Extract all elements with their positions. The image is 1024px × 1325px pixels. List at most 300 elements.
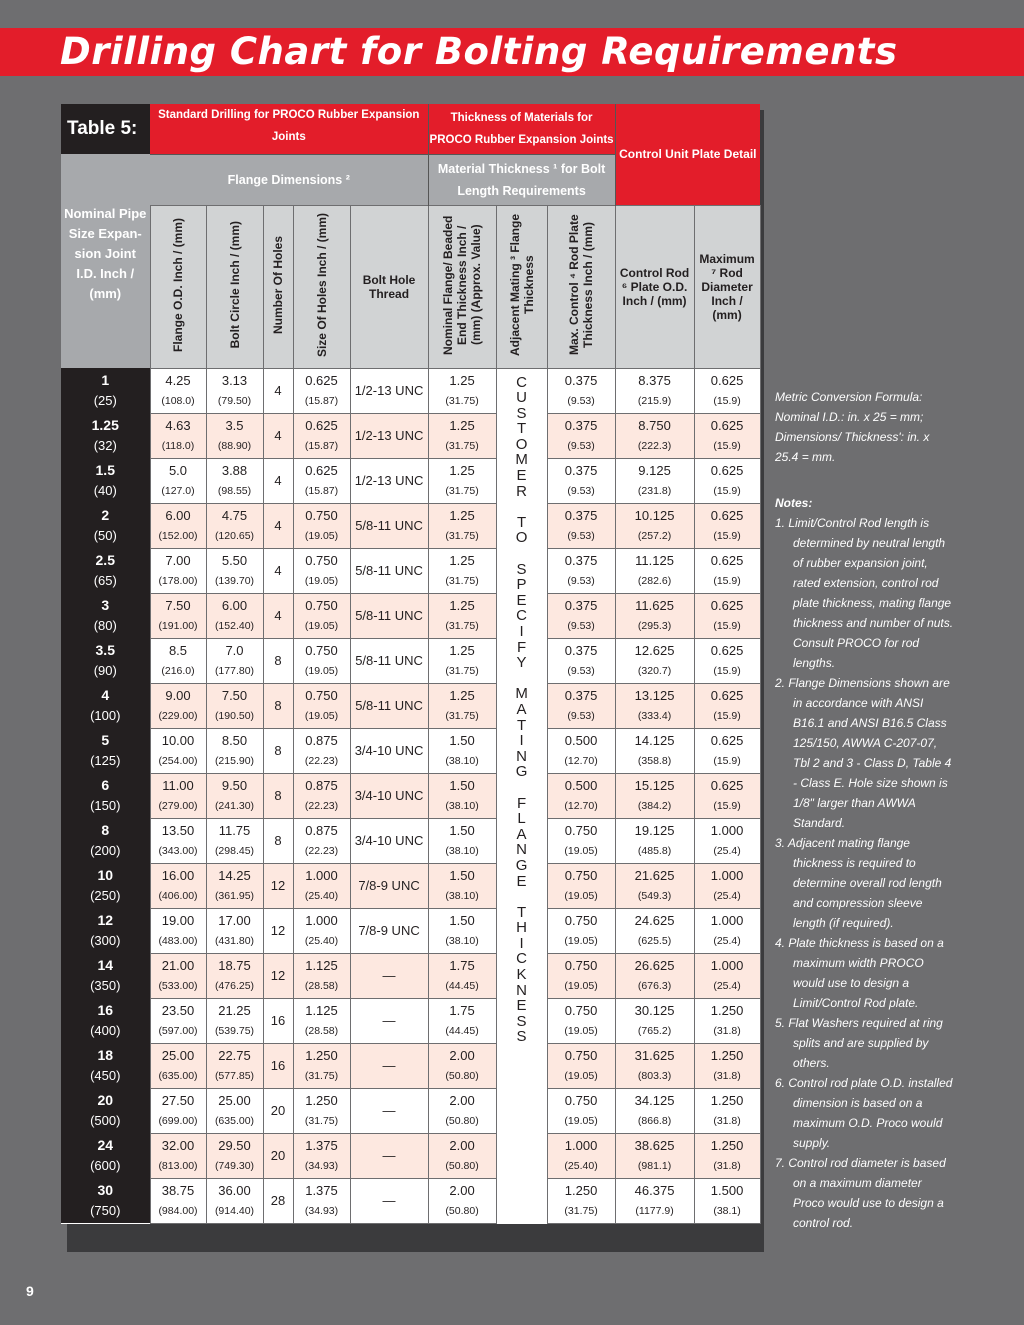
nps-mm: (600) <box>90 1158 121 1173</box>
cell-holes <box>263 368 293 413</box>
value-mm: (22.23) <box>304 844 339 857</box>
cell-mc <box>547 413 615 458</box>
value-inch: 14.25 <box>218 867 251 883</box>
value-inch: 2.00 <box>449 1092 475 1108</box>
nps-cell <box>61 1133 150 1178</box>
value-inch: 6.00 <box>165 507 191 523</box>
value-mm: (15.9) <box>713 574 741 587</box>
value-mm: (635.00) <box>214 1114 255 1127</box>
value: 16 <box>270 1058 286 1073</box>
value-mm: (15.9) <box>713 619 741 632</box>
value-inch: 0.750 <box>305 552 338 568</box>
value-mm: (699.00) <box>158 1114 198 1127</box>
value: 20 <box>270 1148 286 1163</box>
cell-od <box>150 1133 206 1178</box>
cell-pod <box>615 548 694 593</box>
value-mm: (298.45) <box>214 844 255 857</box>
col-hole-size <box>293 205 350 368</box>
value-mm: (31.75) <box>445 619 479 632</box>
cell-nf <box>428 368 496 413</box>
cell-pod <box>615 908 694 953</box>
value-inch: 0.375 <box>564 372 598 388</box>
cell-rd <box>694 368 760 413</box>
cell-holes <box>263 728 293 773</box>
cell-nf <box>428 1133 496 1178</box>
value-inch: 16.00 <box>161 867 195 883</box>
value-inch: 23.50 <box>161 1002 195 1018</box>
note-item: 3. Adjacent mating flange thickness is required to determine overall rod length and compression sleeve length (if required). <box>775 836 942 930</box>
nps-cell <box>61 638 150 683</box>
cell-bc <box>206 683 263 728</box>
value-inch: 0.625 <box>710 777 744 793</box>
cell-thread <box>350 458 428 503</box>
value-mm: (15.9) <box>713 799 741 812</box>
value: 12 <box>270 968 286 983</box>
cell-pod <box>615 863 694 908</box>
cell-rd <box>694 1178 760 1223</box>
value-inch: 0.375 <box>564 552 598 568</box>
customer-letter: N <box>516 841 527 859</box>
value-mm: (19.05) <box>564 1024 598 1037</box>
value-inch: 0.375 <box>564 642 598 658</box>
value-inch: 7.50 <box>165 597 191 613</box>
customer-letter: C <box>516 373 527 391</box>
cell-od <box>150 998 206 1043</box>
nps-mm: (50) <box>93 528 117 543</box>
cell-mc <box>547 1133 615 1178</box>
cell-rd <box>694 683 760 728</box>
nps-value: 12 <box>97 912 114 928</box>
cell-bc <box>206 1178 263 1223</box>
cell-hs <box>293 413 350 458</box>
customer-letter: T <box>516 716 527 734</box>
value-inch: 13.50 <box>161 822 195 838</box>
cell-rd <box>694 1043 760 1088</box>
cell-hs <box>293 1043 350 1088</box>
value-inch: 8.375 <box>638 372 671 388</box>
nps-mm: (350) <box>90 978 121 993</box>
cell-holes <box>263 953 293 998</box>
cell-rd <box>694 638 760 683</box>
value-mm: (44.45) <box>445 1024 479 1037</box>
cell-rd <box>694 458 760 503</box>
notes-panel <box>775 387 955 1233</box>
cell-od <box>150 548 206 593</box>
value-mm: (635.00) <box>158 1069 198 1082</box>
cell-thread <box>350 503 428 548</box>
value-inch: 0.375 <box>564 417 598 433</box>
value-inch: 27.50 <box>161 1092 195 1108</box>
cell-bc <box>206 908 263 953</box>
nps-value: 1 <box>101 372 110 388</box>
value-mm: (25.40) <box>304 934 339 947</box>
value-mm: (31.75) <box>445 529 479 542</box>
cell-pod <box>615 1088 694 1133</box>
value-mm: (38.1) <box>713 1204 741 1217</box>
cell-nf <box>428 908 496 953</box>
cell-mc <box>547 818 615 863</box>
cell-bc <box>206 818 263 863</box>
value-inch: 1.250 <box>710 1092 744 1108</box>
cell-holes <box>263 1088 293 1133</box>
title-bar <box>0 28 1024 76</box>
cell-nf <box>428 818 496 863</box>
value: 5/8-11 UNC <box>355 563 423 578</box>
value-mm: (9.53) <box>567 529 595 542</box>
nps-cell <box>61 908 150 953</box>
cell-pod <box>615 368 694 413</box>
value-inch: 0.750 <box>305 597 338 613</box>
cell-pod <box>615 953 694 998</box>
value-mm: (981.1) <box>637 1159 672 1172</box>
table-row <box>61 863 760 908</box>
value-inch: 18.75 <box>218 957 251 973</box>
value-mm: (15.9) <box>713 394 741 407</box>
value: 4 <box>274 428 282 443</box>
value-mm: (31.75) <box>445 574 479 587</box>
value-mm: (31.75) <box>445 484 479 497</box>
nps-cell <box>61 593 150 638</box>
cell-hs <box>293 998 350 1043</box>
cell-hs <box>293 683 350 728</box>
cell-thread <box>350 728 428 773</box>
cell-holes <box>263 593 293 638</box>
cell-od <box>150 908 206 953</box>
cell-holes <box>263 503 293 548</box>
value-mm: (19.05) <box>304 619 339 632</box>
customer-to-specify-cell <box>496 368 547 1223</box>
nps-cell <box>61 1178 150 1223</box>
col-plate-od-label: Control Rod ⁶ Plate O.D. Inch / (mm) <box>619 265 690 308</box>
cell-od <box>150 413 206 458</box>
customer-letter: L <box>517 810 526 828</box>
table-row <box>61 953 760 998</box>
value-inch: 1.25 <box>449 552 475 568</box>
cell-mc <box>547 1088 615 1133</box>
value-inch: 0.750 <box>305 642 338 658</box>
cell-holes <box>263 818 293 863</box>
cell-hs <box>293 1178 350 1223</box>
cell-pod <box>615 998 694 1043</box>
value-inch: 5.50 <box>221 552 248 568</box>
value-inch: 0.875 <box>305 822 338 838</box>
value-inch: 1.125 <box>305 957 338 973</box>
cell-thread <box>350 998 428 1043</box>
cell-thread <box>350 908 428 953</box>
customer-letter: I <box>519 623 524 640</box>
value-mm: (15.9) <box>713 529 741 542</box>
value-mm: (25.40) <box>304 889 339 902</box>
cell-hs <box>293 1088 350 1133</box>
col-flange-od-label: Flange O.D. Inch / (mm) <box>171 217 185 352</box>
value-inch: 1.000 <box>710 957 744 973</box>
value: 8 <box>274 788 282 803</box>
cell-nf <box>428 998 496 1043</box>
customer-letter: P <box>516 576 527 594</box>
customer-letter: T <box>516 420 527 438</box>
value: 8 <box>274 743 282 758</box>
table-row <box>61 728 760 773</box>
value-inch: 0.750 <box>564 1092 598 1108</box>
customer-letter: G <box>515 856 528 874</box>
value-inch: 0.375 <box>564 687 598 703</box>
value: — <box>382 1148 396 1163</box>
cell-nf <box>428 728 496 773</box>
value-inch: 14.125 <box>634 732 675 748</box>
value-inch: 1.500 <box>710 1182 744 1198</box>
cell-bc <box>206 863 263 908</box>
cell-thread <box>350 1043 428 1088</box>
value-inch: 1.000 <box>564 1137 598 1153</box>
cell-mc <box>547 368 615 413</box>
value-mm: (19.05) <box>304 664 339 677</box>
value-mm: (15.9) <box>713 754 741 767</box>
cell-mc <box>547 863 615 908</box>
nps-mm: (125) <box>90 753 121 768</box>
value-inch: 1.75 <box>449 1002 475 1018</box>
cell-od <box>150 863 206 908</box>
page-title: Drilling Chart for Bolting Requirements <box>60 30 898 73</box>
value-inch: 25.00 <box>161 1047 195 1063</box>
value-inch: 0.625 <box>710 462 744 478</box>
col-nominal-flange <box>428 205 496 368</box>
nps-mm: (450) <box>90 1068 121 1083</box>
value: 16 <box>270 1013 286 1028</box>
value-inch: 46.375 <box>634 1182 675 1198</box>
value-inch: 0.625 <box>710 372 744 388</box>
customer-letter: Y <box>516 654 527 672</box>
nps-mm: (90) <box>93 663 117 678</box>
col-adjacent-label: Adjacent Mating ³ Flange Thickness <box>507 214 536 357</box>
cell-nf <box>428 953 496 998</box>
value-mm: (15.87) <box>304 484 339 497</box>
value-inch: 5.0 <box>168 462 188 478</box>
cell-od <box>150 773 206 818</box>
customer-letter: T <box>516 903 527 921</box>
cell-thread <box>350 413 428 458</box>
value-mm: (34.93) <box>304 1204 339 1217</box>
cell-bc <box>206 773 263 818</box>
col-holes <box>263 205 293 368</box>
cell-rd <box>694 413 760 458</box>
table-row <box>61 1133 760 1178</box>
cell-rd <box>694 548 760 593</box>
value-mm: (190.50) <box>214 709 255 722</box>
value-inch: 1.375 <box>305 1137 338 1153</box>
value-inch: 9.125 <box>638 462 671 478</box>
nps-value: 14 <box>97 957 114 973</box>
table-row <box>61 1088 760 1133</box>
value: 3/4-10 UNC <box>354 833 424 848</box>
value-inch: 1.250 <box>305 1047 338 1063</box>
table-row <box>61 368 760 413</box>
value-mm: (231.8) <box>637 484 672 497</box>
cell-thread <box>350 1133 428 1178</box>
cell-hs <box>293 593 350 638</box>
col-hole-size-label: Size Of Holes Inch / (mm) <box>314 212 329 358</box>
value-inch: 10.00 <box>161 732 195 748</box>
value-mm: (22.23) <box>304 799 339 812</box>
cell-od <box>150 638 206 683</box>
nps-cell <box>61 683 150 728</box>
nps-mm: (750) <box>90 1203 121 1218</box>
cell-bc <box>206 728 263 773</box>
cell-holes <box>263 458 293 503</box>
value: 4 <box>274 473 282 488</box>
customer-letter: A <box>516 825 527 843</box>
value-inch: 29.50 <box>218 1137 251 1153</box>
cell-mc <box>547 998 615 1043</box>
col-adjacent <box>496 205 547 368</box>
value-inch: 1.25 <box>449 417 475 433</box>
value: 1/2-13 UNC <box>354 473 424 488</box>
value-mm: (533.00) <box>158 979 198 992</box>
value-inch: 17.00 <box>218 912 251 928</box>
value-mm: (597.00) <box>158 1024 198 1037</box>
nps-cell <box>61 773 150 818</box>
col-bolt-circle <box>206 205 263 368</box>
value-mm: (1177.9) <box>635 1204 674 1217</box>
value-mm: (25.40) <box>564 1159 598 1172</box>
customer-letter: S <box>516 404 527 422</box>
value-mm: (9.53) <box>567 484 595 497</box>
cell-holes <box>263 683 293 728</box>
cell-nf <box>428 638 496 683</box>
nps-mm: (500) <box>90 1113 121 1128</box>
cell-hs <box>293 818 350 863</box>
value-mm: (295.3) <box>637 619 672 632</box>
cell-nf <box>428 1178 496 1223</box>
value-inch: 26.625 <box>634 957 675 973</box>
value-mm: (127.0) <box>161 484 195 497</box>
value-inch: 1.250 <box>564 1182 598 1198</box>
value-inch: 0.750 <box>564 1002 598 1018</box>
standard-drilling-header: Standard Drilling for PROCO Rubber Expansion Joints <box>150 104 428 154</box>
value-inch: 11.625 <box>635 597 674 613</box>
cell-od <box>150 1088 206 1133</box>
nps-header <box>61 154 150 368</box>
value-mm: (19.05) <box>304 574 339 587</box>
cell-rd <box>694 908 760 953</box>
value-inch: 0.625 <box>710 597 744 613</box>
cell-od <box>150 1178 206 1223</box>
value: 4 <box>274 563 282 578</box>
cell-holes <box>263 548 293 593</box>
customer-letter: T <box>516 513 527 531</box>
cell-bc <box>206 1133 263 1178</box>
value-mm: (31.75) <box>304 1069 339 1082</box>
col-flange-od <box>150 205 206 368</box>
value-inch: 0.750 <box>564 1047 598 1063</box>
nps-value: 20 <box>97 1092 114 1108</box>
value-mm: (914.40) <box>214 1204 255 1217</box>
value-inch: 1.50 <box>449 777 475 793</box>
nps-cell <box>61 998 150 1043</box>
cell-hs <box>293 458 350 503</box>
value-inch: 11.125 <box>635 552 674 568</box>
value-mm: (34.93) <box>304 1159 339 1172</box>
control-unit-header: Control Unit Plate Detail <box>615 104 760 205</box>
value-inch: 0.625 <box>710 552 744 568</box>
value: 1/2-13 UNC <box>354 428 424 443</box>
nps-cell <box>61 458 150 503</box>
value-mm: (25.4) <box>713 979 741 992</box>
value-mm: (358.8) <box>637 754 672 767</box>
drilling-table-container <box>61 104 760 1224</box>
value-inch: 1.25 <box>449 642 475 658</box>
value: 20 <box>270 1103 286 1118</box>
value-mm: (625.5) <box>637 934 672 947</box>
value-mm: (15.87) <box>304 439 339 452</box>
value-inch: 1.50 <box>449 822 475 838</box>
nps-cell <box>61 728 150 773</box>
note-item: 2. Flange Dimensions shown are in accordance with ANSI B16.1 and ANSI B16.5 Class 125/150, AWWA C-207-07, Tbl 2 and 3 - Class D, Table 4 - Class E. Hole size shown is 1/8" larger than AWWA Standard. <box>775 676 952 830</box>
value-inch: 13.125 <box>634 687 675 703</box>
nps-value: 1.5 <box>95 462 115 478</box>
value-inch: 0.750 <box>564 912 598 928</box>
cell-pod <box>615 1178 694 1223</box>
nps-cell <box>61 1088 150 1133</box>
cell-holes <box>263 413 293 458</box>
value-inch: 2.00 <box>449 1137 475 1153</box>
cell-holes <box>263 1043 293 1088</box>
value: — <box>382 1103 396 1118</box>
nps-cell <box>61 503 150 548</box>
cell-bc <box>206 1088 263 1133</box>
value-inch: 25.00 <box>218 1092 251 1108</box>
cell-mc <box>547 1043 615 1088</box>
cell-holes <box>263 1178 293 1223</box>
value-inch: 19.125 <box>634 822 675 838</box>
value: 8 <box>274 833 282 848</box>
cell-holes <box>263 773 293 818</box>
value-mm: (31.8) <box>713 1024 741 1037</box>
value-mm: (431.80) <box>214 934 255 947</box>
cell-rd <box>694 863 760 908</box>
nps-cell <box>61 548 150 593</box>
customer-letter: F <box>516 794 527 812</box>
value: 7/8-9 UNC <box>358 878 420 893</box>
value-inch: 24.625 <box>634 912 675 928</box>
value-inch: 3.5 <box>225 417 244 433</box>
value-inch: 12.625 <box>634 642 675 658</box>
cell-hs <box>293 863 350 908</box>
value-mm: (88.90) <box>217 439 252 452</box>
value-mm: (28.58) <box>304 979 339 992</box>
value-inch: 0.375 <box>564 597 598 613</box>
value-mm: (31.75) <box>304 1114 339 1127</box>
col-rod-dia <box>694 205 760 368</box>
nps-mm: (32) <box>93 438 117 453</box>
value-mm: (9.53) <box>567 619 595 632</box>
table-row <box>61 683 760 728</box>
value-inch: 0.375 <box>564 462 598 478</box>
table-row <box>61 818 760 863</box>
value-inch: 3.13 <box>221 372 248 388</box>
cell-bc <box>206 458 263 503</box>
value-inch: 0.625 <box>710 507 744 523</box>
value-inch: 0.625 <box>305 417 338 433</box>
customer-letter: F <box>516 638 527 656</box>
value-inch: 1.25 <box>449 507 475 523</box>
value-mm: (25.4) <box>713 889 741 902</box>
value-mm: (120.65) <box>214 529 255 542</box>
value-mm: (215.9) <box>637 394 672 407</box>
nps-value: 2 <box>101 507 110 523</box>
value: 28 <box>270 1193 286 1208</box>
flange-dimensions-header: Flange Dimensions ² <box>150 154 428 205</box>
nps-value: 6 <box>101 777 110 793</box>
